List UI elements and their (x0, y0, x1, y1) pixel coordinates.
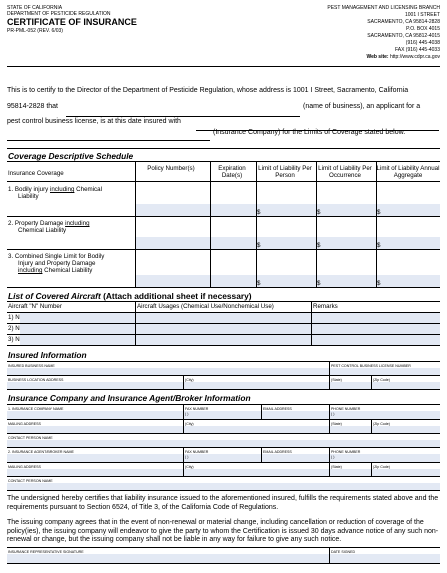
form-number: PR-PML-052 (REV. 6/03) (7, 28, 63, 34)
row2-limit-aggregate-field[interactable] (376, 237, 440, 249)
branch-address-1: 1001 I STREET (404, 12, 440, 18)
insurance-company-field-cont[interactable] (7, 135, 210, 141)
aircraft-2-remarks-field[interactable] (311, 324, 440, 334)
website-label: Web site: (366, 54, 389, 60)
branch-address-4: SACRAMENTO, CA 95812-4015 (367, 33, 440, 39)
company-fax-area-code: ( ) (185, 412, 189, 416)
company-contact-field[interactable] (7, 440, 440, 447)
website-url: http://www.cdpr.ca.gov (389, 54, 440, 60)
company-email-field[interactable] (262, 411, 329, 419)
agent-phone-field[interactable] (330, 454, 440, 462)
insured-location-label: BUSINESS LOCATION ADDRESS (8, 378, 64, 382)
row1-person-dollar: $ (257, 209, 261, 216)
certification-paragraph: The undersigned hereby certifies that liability insurance issued to the aforementioned insured, fulfills the requirements stated above and the requirements pursuant to Section 6524, of Title 3, of the California Code of Regulations. (7, 495, 439, 511)
date-signed-label: DATE SIGNED (331, 550, 356, 554)
col-aircraft-usages: Aircraft Usages (Chemical Use/Nonchemical Use) (137, 303, 274, 310)
row3-occurrence-dollar: $ (317, 280, 321, 287)
col-aircraft-number: Aircraft "N" Number (8, 303, 62, 310)
row1-expiration-field[interactable] (210, 204, 256, 216)
row3-limit-aggregate-field[interactable] (376, 275, 440, 287)
agent-contact-label: CONTACT PERSON NAME (8, 479, 53, 483)
row1-label: 1. Bodily injury including Chemical Liability (8, 186, 102, 201)
row3-limit-person-field[interactable] (256, 275, 316, 287)
row1-aggregate-dollar: $ (377, 209, 381, 216)
row3-policy-field[interactable] (135, 275, 210, 287)
insured-zip-field[interactable] (372, 382, 440, 389)
branch-website (240, 54, 440, 60)
col-policy-number: Policy Number(s) (147, 165, 195, 172)
company-zip-field[interactable] (372, 426, 440, 433)
agent-address-field[interactable] (7, 469, 183, 476)
col-expiration-date: Expiration Date(s) (218, 165, 246, 180)
aircraft-1-remarks-field[interactable] (311, 313, 440, 323)
aircraft-3-remarks-field[interactable] (311, 335, 440, 345)
col-limit-per-occurrence: Limit of Liability Per Occurrence (318, 165, 372, 180)
insured-business-name-field[interactable] (7, 368, 329, 375)
aircraft-row-3-label: 3) N (8, 336, 20, 343)
col-limit-per-person: Limit of Liability Per Person (258, 165, 312, 180)
row2-expiration-field[interactable] (210, 237, 256, 249)
aircraft-2-number-field[interactable] (20, 324, 135, 334)
agent-email-field[interactable] (262, 454, 329, 462)
agent-phone-area-code: ( ) (331, 455, 335, 459)
insured-address-field[interactable] (7, 382, 183, 389)
agent-name-label: 2. INSURANCE AGENT/BROKER NAME (8, 450, 74, 454)
company-state-field[interactable] (330, 426, 371, 433)
agent-zip-label: (Zip Code) (373, 465, 390, 469)
branch-address-3: P.O. BOX 4015 (406, 26, 440, 32)
aircraft-row-1-label: 1) N (8, 314, 20, 321)
insured-zip-label: (Zip Code) (373, 378, 390, 382)
intro-line-3: pest control business license, is at this date insured with (7, 118, 181, 125)
intro-zip: 95814-2828 that (7, 103, 58, 110)
insured-license-field[interactable] (330, 368, 440, 375)
company-city-field[interactable] (184, 426, 329, 433)
agent-fax-field[interactable] (184, 454, 261, 462)
company-state-label: (State) (331, 422, 342, 426)
company-zip-label: (Zip Code) (373, 422, 390, 426)
insured-city-label: (City) (185, 378, 194, 382)
row2-aggregate-dollar: $ (377, 242, 381, 249)
insured-heading: Insured Information (8, 350, 87, 360)
agent-heading: Insurance Company and Insurance Agent/Broker Information (8, 393, 251, 403)
intro-insurer-suffix: (Insurance Company) for the Limits of Coverage stated below. (213, 129, 406, 136)
branch-address-2: SACRAMENTO, CA 95814-2828 (367, 19, 440, 25)
department-label: DEPARTMENT OF PESTICIDE REGULATION (7, 11, 111, 17)
company-address-field[interactable] (7, 426, 183, 433)
aircraft-1-number-field[interactable] (20, 313, 135, 323)
header-rule (7, 66, 440, 67)
agent-city-label: (City) (185, 465, 194, 469)
row3-aggregate-dollar: $ (377, 280, 381, 287)
coverage-heading: Coverage Descriptive Schedule (8, 151, 134, 161)
intro-line-1: This is to certify to the Director of the Department of Pesticide Regulation, whose address is 1001 I Street, Sacramento, California (7, 87, 409, 94)
col-insurance-coverage: Insurance Coverage (8, 170, 64, 177)
company-phone-label: PHONE NUMBER (331, 407, 361, 411)
company-name-label: 1. INSURANCE COMPANY NAME (8, 407, 64, 411)
company-contact-label: CONTACT PERSON NAME (8, 436, 53, 440)
agent-fax-area-code: ( ) (185, 455, 189, 459)
notice-paragraph: The issuing company agrees that in the event of non-renewal or material change, including cancellation or reduction of coverage of the policy(ies), the issuing company will endeavor to give the party to whom the Certification is issued 30 days advance notice of any such non-renewal or change, but the issuing company shall not be liable in any way for failure to give any such notice. (7, 519, 439, 543)
agent-state-field[interactable] (330, 469, 371, 476)
branch-name: PEST MANAGEMENT AND LICENSING BRANCH (327, 5, 440, 11)
col-limit-annual-aggregate: Limit of Liability Annual Aggregate (376, 165, 440, 180)
aircraft-3-usage-field[interactable] (135, 335, 311, 345)
row2-occurrence-dollar: $ (317, 242, 321, 249)
insured-business-name-label: INSURED BUSINESS NAME (8, 364, 55, 368)
agent-email-label: EMAIL ADDRESS (263, 450, 292, 454)
agent-fax-label: FAX NUMBER (185, 450, 209, 454)
row3-label: 3. Combined Single Limit for Bodily Injury and Property Damage including Chemical Liability (8, 253, 105, 275)
row1-policy-field[interactable] (135, 204, 210, 216)
row1-limit-aggregate-field[interactable] (376, 204, 440, 216)
aircraft-1-usage-field[interactable] (135, 313, 311, 323)
branch-phone: (916) 445-4038 (405, 40, 440, 46)
branch-fax: FAX (916) 445-4033 (394, 47, 440, 53)
intro-business-suffix: (name of business), an applicant for a (303, 103, 421, 110)
agent-city-field[interactable] (184, 469, 329, 476)
insured-city-field[interactable] (184, 382, 329, 389)
state-label: STATE OF CALIFORNIA (7, 5, 63, 11)
signature-label: INSURANCE REPRESENTATIVE SIGNATURE (8, 550, 84, 554)
aircraft-heading: List of Covered Aircraft (Attach additional sheet if necessary) (8, 291, 252, 301)
agent-contact-field[interactable] (7, 483, 440, 490)
agent-name-field[interactable] (7, 454, 183, 462)
row2-limit-person-field[interactable] (256, 237, 316, 249)
row3-expiration-field[interactable] (210, 275, 256, 287)
company-address-label: MAILING ADDRESS (8, 422, 41, 426)
company-email-label: EMAIL ADDRESS (263, 407, 292, 411)
company-fax-field[interactable] (184, 411, 261, 419)
form-title: CERTIFICATE OF INSURANCE (7, 17, 137, 27)
company-phone-field[interactable] (330, 411, 440, 419)
insured-license-label: PEST CONTROL BUSINESS LICENSE NUMBER (331, 364, 411, 368)
row1-occurrence-dollar: $ (317, 209, 321, 216)
col-aircraft-remarks: Remarks (313, 303, 338, 310)
row3-limit-occurrence-field[interactable] (316, 275, 376, 287)
company-fax-label: FAX NUMBER (185, 407, 209, 411)
signature-field[interactable] (7, 554, 329, 563)
row2-person-dollar: $ (257, 242, 261, 249)
aircraft-row-2-label: 2) N (8, 325, 20, 332)
insured-state-label: (State) (331, 378, 342, 382)
company-name-field[interactable] (7, 411, 183, 419)
agent-zip-field[interactable] (372, 469, 440, 476)
company-phone-area-code: ( ) (331, 412, 335, 416)
business-name-field[interactable] (66, 110, 300, 117)
row3-person-dollar: $ (257, 280, 261, 287)
row1-limit-occurrence-field[interactable] (316, 204, 376, 216)
row2-policy-field[interactable] (135, 237, 210, 249)
row1-limit-person-field[interactable] (256, 204, 316, 216)
agent-phone-label: PHONE NUMBER (331, 450, 361, 454)
row2-limit-occurrence-field[interactable] (316, 237, 376, 249)
agent-address-label: MAILING ADDRESS (8, 465, 41, 469)
company-city-label: (City) (185, 422, 194, 426)
insured-state-field[interactable] (330, 382, 371, 389)
date-signed-field[interactable] (330, 554, 440, 563)
row2-label: 2. Property Damage including Chemical Liability (8, 220, 90, 235)
agent-state-label: (State) (331, 465, 342, 469)
aircraft-3-number-field[interactable] (20, 335, 135, 345)
aircraft-2-usage-field[interactable] (135, 324, 311, 334)
